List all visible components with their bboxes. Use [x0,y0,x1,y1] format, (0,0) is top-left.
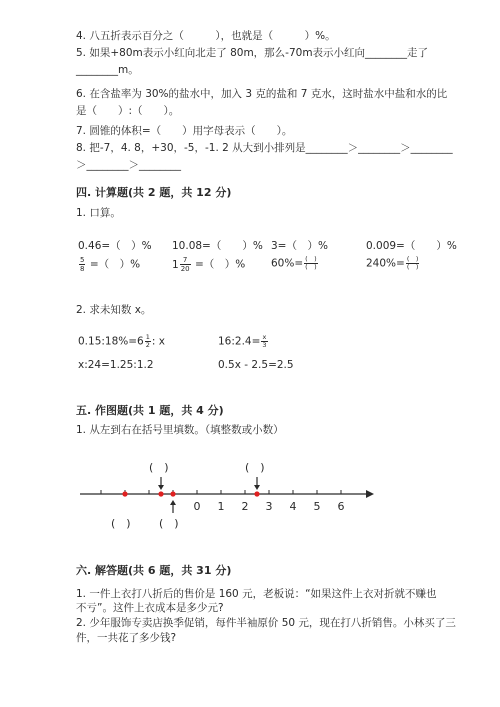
solve-q1: 1. 一件上衣打八折后的售价是 160 元，老板说：“如果这件上衣对折就不赚也 [76,588,437,600]
question-6: 6. 在含盐率为 30%的盐水中，加入 3 克的盐和 7 克水，这时盐水中盐和水的比 [76,88,448,100]
calc-r2-c3: 60%= $\frac{( )}{( )}$ [271,255,317,271]
down-arrow-head [254,485,260,490]
answer-paren-bottom: ( ) [111,517,131,530]
question-7: 7. 圆锥的体积=（ ）用字母表示（ ）。 [76,125,293,137]
question-5: 5. 如果+80m表示小红向北走了 80m，那么-70m表示小红向________走了 [76,47,429,59]
question-6-cont: 是（ ）:（ ）。 [76,105,180,117]
tick-label: 6 [337,500,345,513]
calc-r1-c2: 10.08=（ ）% [172,240,263,252]
up-arrow-head [170,500,176,505]
tick-label: 1 [217,500,225,513]
answer-paren-top: ( ) [245,461,265,474]
solve-q2: 2. 少年服饰专卖店换季促销，每件半袖原价 50 元，现在打八折销售。小林买了三 [76,617,456,629]
tick-label: 0 [193,500,201,513]
question-5-cont: ________m。 [76,64,139,76]
section-4-q1-title: 1. 口算。 [76,207,121,219]
equation-1: 0.15:18%=6 $\frac{1}{2}$ : x [78,333,165,349]
tick-label: 4 [289,500,297,513]
section-5-heading: 五. 作图题(共 1 题，共 4 分) [76,404,224,417]
down-arrow-head [158,485,164,490]
axis-arrowhead [366,490,374,498]
tick-label: 2 [241,500,249,513]
red-point [254,491,259,496]
calc-r2-c1: $\frac{5}{8}$ =（ ）% [80,256,141,273]
equation-3: x:24=1.25:1.2 [78,359,154,371]
answer-paren-top: ( ) [149,461,169,474]
calc-r1-c1: 0.46=（ ）% [78,240,152,252]
question-4: 4. 八五折表示百分之（ ），也就是（ ）%。 [76,30,336,42]
section-6-heading: 六. 解答题(共 6 题，共 31 分) [76,564,232,577]
question-8: 8. 把-7，4. 8，+30，-5，-1. 2 从大到小排列是________＞________＞________ [76,142,453,154]
section-4-heading: 四. 计算题(共 2 题，共 12 分) [76,186,232,199]
calc-r2-c4: 240%= $\frac{( )}{( )}$ [366,255,419,271]
red-point [122,491,127,496]
calc-r2-c2: 1 $\frac{7}{20}$ =（ ）% [172,256,246,273]
section-5-q1-title: 1. 从左到右在括号里填数。（填整数或小数） [76,424,284,436]
tick-label: 3 [265,500,273,513]
red-point [170,491,175,496]
equation-2: 16:2.4= $\frac{x}{3}$ [218,333,267,349]
answer-paren-bottom: ( ) [159,517,179,530]
equation-4: 0.5x - 2.5=2.5 [218,359,294,371]
number-line-diagram [0,455,500,555]
tick-label: 5 [313,500,321,513]
question-8-cont: ＞________＞________ [76,159,181,171]
red-point [158,491,163,496]
calc-r1-c3: 3=（ ）% [271,240,328,252]
solve-q1-cont: 不亏”。这件上衣成本是多少元? [76,602,224,614]
section-4-q2-title: 2. 求未知数 x。 [76,304,152,316]
calc-r1-c4: 0.009=（ ）% [366,240,457,252]
solve-q2-cont: 件，一共花了多少钱? [76,632,177,644]
